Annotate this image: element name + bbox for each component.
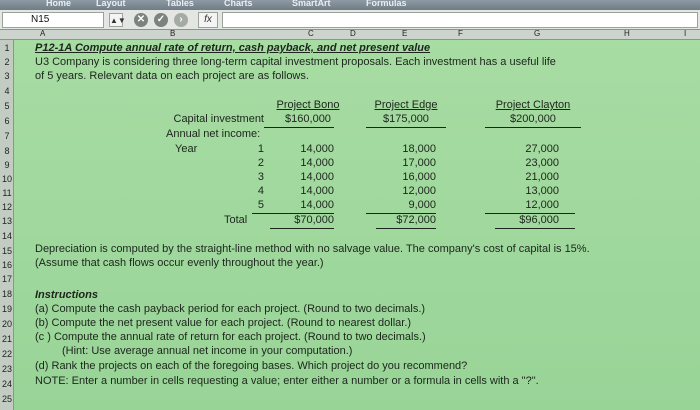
row-number[interactable]: 10 [1, 174, 12, 184]
entry-note: NOTE: Enter a number in cells requesting a value; enter either a number or a formula in cells with a "?". [35, 375, 539, 387]
row-number[interactable]: 6 [4, 116, 10, 126]
row-number[interactable]: 11 [2, 188, 12, 198]
edge-cell[interactable]: 12,000 [402, 185, 436, 197]
col-b[interactable]: B [170, 29, 176, 38]
instruction-c: (c ) Compute the annual rate of return for each project. (Round to two decimals.) [35, 331, 426, 343]
row-number[interactable]: 8 [4, 146, 10, 156]
total-clayton[interactable]: $96,000 [519, 214, 559, 226]
row-number[interactable]: 21 [1, 334, 12, 344]
year-cell[interactable]: 1 [257, 143, 264, 155]
edge-cell[interactable]: 17,000 [402, 157, 436, 169]
fx-icon[interactable]: fx [198, 12, 218, 28]
year-cell[interactable]: 4 [257, 185, 264, 197]
clayton-cell[interactable]: 12,000 [525, 199, 559, 211]
capital-underline [366, 127, 446, 128]
clayton-cell[interactable]: 23,000 [525, 157, 559, 169]
ribbon-tabs [0, 0, 700, 10]
edge-cell[interactable]: 9,000 [408, 199, 436, 211]
project-header-bono: Project Bono [276, 99, 340, 111]
row-number[interactable]: 24 [1, 379, 12, 389]
row-number[interactable]: 13 [1, 216, 12, 226]
edge-cell[interactable]: 18,000 [402, 143, 436, 155]
row-number[interactable]: 15 [1, 246, 12, 256]
edge-cell[interactable]: 16,000 [402, 171, 436, 183]
project-header-clayton: Project Clayton [495, 99, 571, 111]
row-number[interactable]: 2 [4, 57, 10, 67]
row-number[interactable]: 23 [1, 364, 12, 374]
function-wizard-icon[interactable]: › [174, 13, 188, 27]
capital-clayton[interactable]: $200,000 [510, 113, 556, 125]
bono-cell[interactable]: 14,000 [300, 199, 334, 211]
instruction-a: (a) Compute the cash payback period for each project. (Round to two decimals.) [35, 303, 426, 315]
col-i[interactable]: I [684, 29, 687, 38]
bono-cell[interactable]: 14,000 [300, 185, 334, 197]
project-header-edge: Project Edge [374, 99, 438, 111]
tab-formulas[interactable]: Formulas [366, 0, 407, 8]
row-header [0, 40, 14, 410]
col-g[interactable]: G [534, 29, 541, 38]
total-double-underline [495, 228, 575, 229]
annual-income-label: Annual net income: [166, 128, 261, 140]
col-d[interactable]: D [350, 29, 356, 38]
col-e[interactable]: E [402, 29, 408, 38]
tab-layout[interactable]: Layout [96, 0, 126, 8]
col-a[interactable]: A [40, 29, 46, 38]
formula-input[interactable] [222, 12, 698, 28]
clayton-cell[interactable]: 13,000 [525, 185, 559, 197]
problem-title: P12-1A Compute annual rate of return, cash payback, and net present value [35, 42, 431, 54]
name-box[interactable]: N15 [2, 12, 104, 28]
intro-line-1: U3 Company is considering three long-term capital investment proposals. Each investment has a useful life [35, 56, 556, 68]
tab-tables[interactable]: Tables [166, 0, 194, 8]
instructions-heading: Instructions [35, 289, 98, 301]
capital-underline [485, 127, 581, 128]
total-edge[interactable]: $72,000 [396, 214, 436, 226]
total-double-underline [376, 228, 436, 229]
total-double-underline [270, 228, 334, 229]
row-number[interactable]: 5 [4, 101, 10, 111]
capital-edge[interactable]: $175,000 [383, 113, 429, 125]
row-number[interactable]: 3 [4, 71, 10, 81]
bono-cell[interactable]: 14,000 [300, 171, 334, 183]
row-number[interactable]: 18 [1, 289, 12, 299]
tab-home[interactable]: Home [46, 0, 72, 8]
capital-bono[interactable]: $160,000 [285, 113, 331, 125]
instruction-b: (b) Compute the net present value for each project. (Round to nearest dollar.) [35, 317, 412, 329]
row-number[interactable]: 4 [4, 86, 10, 96]
row-number[interactable]: 16 [1, 260, 12, 270]
row-number[interactable]: 9 [4, 160, 10, 170]
clayton-cell[interactable]: 27,000 [525, 143, 559, 155]
depreciation-note: Depreciation is computed by the straight-line method with no salvage value. The company's cost of capital is 15%. [35, 243, 590, 255]
instruction-hint: (Hint: Use average annual net income in your computation.) [62, 345, 353, 357]
year-cell[interactable]: 5 [257, 199, 264, 211]
row-number[interactable]: 20 [1, 319, 12, 329]
year-cell[interactable]: 2 [257, 157, 264, 169]
capital-label: Capital investment [173, 113, 264, 125]
row-number[interactable]: 7 [4, 131, 10, 141]
capital-underline [264, 127, 334, 128]
row-number[interactable]: 12 [1, 202, 12, 212]
bono-cell[interactable]: 14,000 [300, 157, 334, 169]
spreadsheet-grid[interactable] [0, 40, 700, 410]
clayton-cell[interactable]: 21,000 [525, 171, 559, 183]
col-f[interactable]: F [458, 29, 463, 38]
formula-bar [0, 10, 700, 30]
bono-cell[interactable]: 14,000 [300, 143, 334, 155]
row-number[interactable]: 14 [1, 231, 12, 241]
row-number[interactable]: 17 [1, 274, 12, 284]
cash-flow-note: (Assume that cash flows occur evenly throughout the year.) [35, 257, 324, 269]
confirm-icon[interactable]: ✓ [154, 13, 168, 27]
name-box-stepper-icon[interactable]: ▲▼ [109, 13, 123, 27]
row-number[interactable]: 19 [1, 304, 12, 314]
tab-smartart[interactable]: SmartArt [292, 0, 331, 8]
col-h[interactable]: H [624, 29, 630, 38]
row-number[interactable]: 1 [4, 43, 10, 53]
year-cell[interactable]: 3 [257, 171, 264, 183]
column-header [0, 30, 700, 40]
intro-line-2: of 5 years. Relevant data on each project are as follows. [35, 70, 309, 82]
year-label: Year [175, 143, 198, 155]
total-label: Total [224, 214, 248, 226]
row-number[interactable]: 25 [1, 394, 12, 404]
col-c[interactable]: C [308, 29, 314, 38]
row-number[interactable]: 22 [1, 349, 12, 359]
total-bono[interactable]: $70,000 [294, 214, 334, 226]
tab-charts[interactable]: Charts [224, 0, 253, 8]
instruction-d: (d) Rank the projects on each of the foregoing bases. Which project do you recommend? [35, 360, 468, 372]
cancel-icon[interactable]: ✕ [134, 13, 148, 27]
